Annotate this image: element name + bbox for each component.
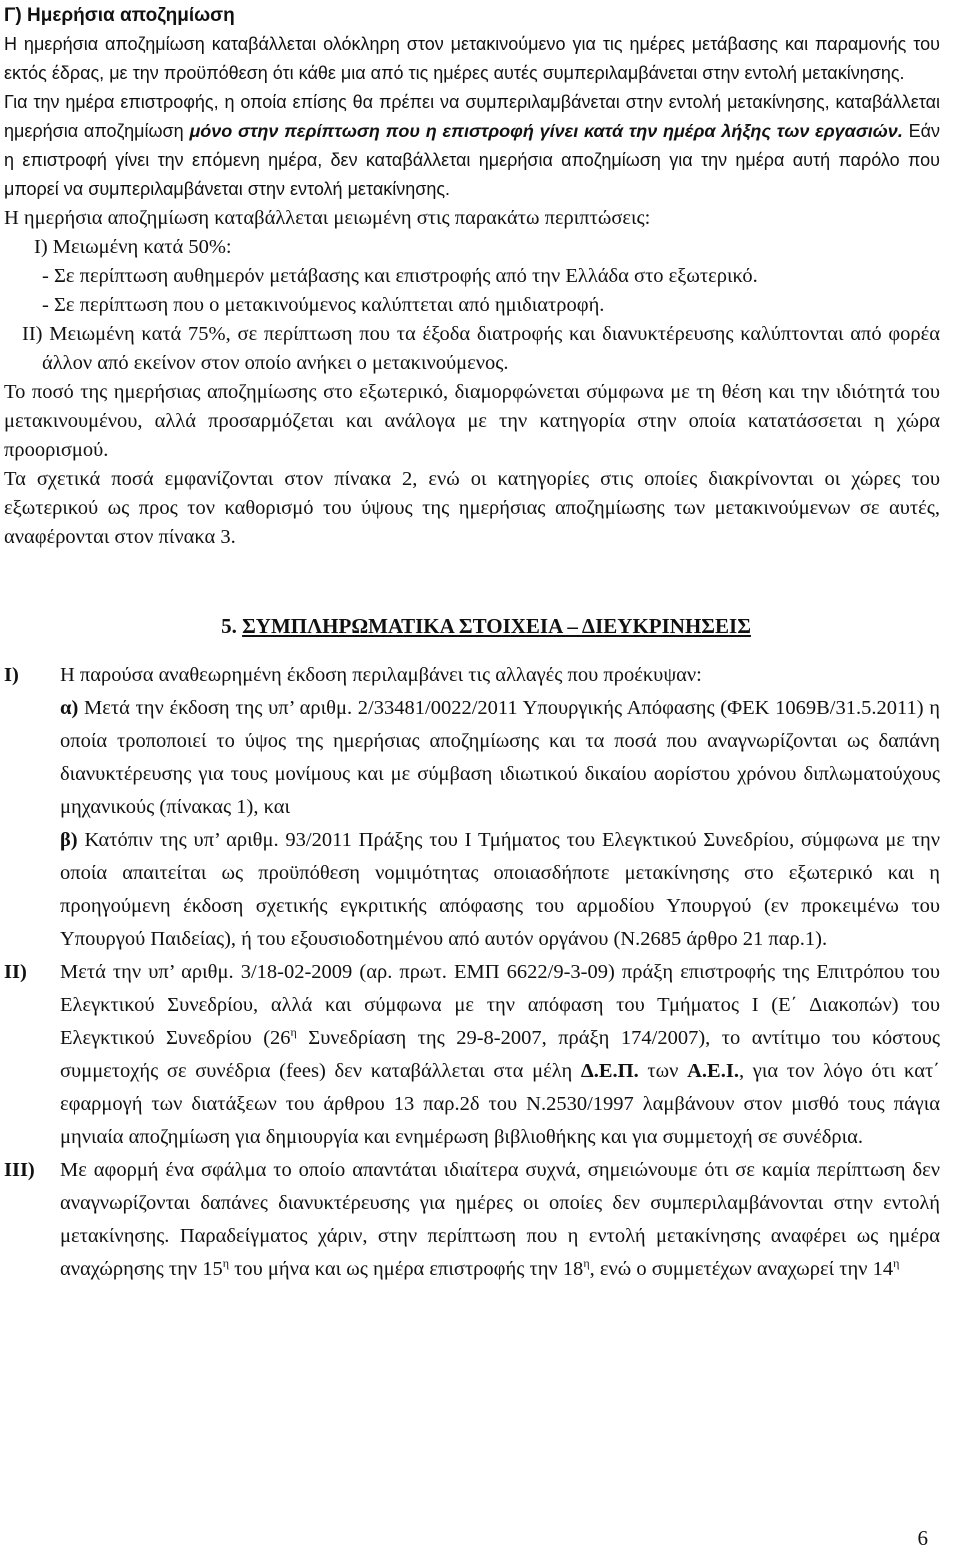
item-number: Ι) — [4, 664, 19, 686]
paragraph-amount: Το ποσό της ημερήσιας αποζημίωσης στο εξωτερικό, διαμορφώνεται σύμφωνα με τη θέση και την ιδιότητά του μετακινουμένου, αλλά προσαρμόζεται και ανάλογα με την κατηγορία στην οποία κατατάσσεται η χώρα προορισμού. — [4, 381, 940, 461]
item-bold-aei: Α.Ε.Ι. — [687, 1060, 739, 1082]
item-intro: Η παρούσα αναθεωρημένη έκδοση περιλαμβάνει τις αλλαγές που προέκυψαν: — [60, 664, 702, 686]
item-text — [60, 956, 940, 1154]
item-text — [60, 1154, 940, 1286]
item-point-b — [60, 824, 940, 956]
ordinal-superscript: η — [222, 1256, 229, 1271]
point-a-text: Μετά την έκδοση της υπ’ αριθμ. 2/33481/0022/2011 Υπουργικής Απόφασης (ΦΕΚ 1069Β/31.5.2011) η οποία τροποποιεί το ύψος της ημερήσιας αποζημίωσης και τα ποσά που αναγνωρίζονται ως δαπάνη διανυκτέρευσης για τους μονίμους και με σύμβαση ιδιωτικού δικαίου αορίστου χρόνου διπλωματούχους μηχανικούς (πίνακας 1), και — [60, 697, 940, 818]
reduced-50-case-b: - Σε περίπτωση που ο μετακινούμενος καλύπτεται από ημιδιατροφή. — [42, 294, 605, 316]
point-b-label: β) — [60, 829, 78, 851]
ordinal-superscript: η — [893, 1256, 900, 1271]
item-text-part: , ενώ ο συμμετέχων αναχωρεί την 14 — [589, 1258, 894, 1280]
item-text-part: Συνεδρίαση της 29-8-2007, πράξη 174/2007), το αντίτιμο του κόστους συμμετοχής σε συνέδρια (fees) δεν καταβάλλεται στα μέλη — [60, 1027, 940, 1082]
item-text-part: Μετά την υπ’ αριθμ. 3/18-02-2009 (αρ. πρωτ. ΕΜΠ 6622/9-3-09) πράξη επιστροφής της Επιτρόπου του Ελεγκτικού Συνεδρίου, αλλά και σύμφωνα με την απόφαση του Τμήματος Ι (Ε΄ Διακοπών) του Ελεγκτικού Συνεδρίου (26 — [60, 961, 940, 1049]
list-item — [4, 1154, 940, 1286]
reduced-50-label: Ι) Μειωμένη κατά 50%: — [34, 236, 232, 258]
paragraph-full-allowance: Η ημερήσια αποζημίωση καταβάλλεται ολόκληρη στον μετακινούμενο για τις ημέρες μετάβασης και παραμονής του εκτός έδρας, με την προϋπόθεση ότι κάθε μια από τις ημέρες αυτές συμπεριλαμβάνεται στην εντολή μετακίνησης. — [4, 34, 940, 83]
list-item — [4, 956, 940, 1154]
section-5-number: 5. — [221, 614, 237, 638]
paragraph-tables: Τα σχετικά ποσά εμφανίζονται στον πίνακα 2, ενώ οι κατηγορίες στις οποίες διακρίνονται οι χώρες του εξωτερικού ως προς τον καθορισμό του ύψους της ημερήσιας αποζημίωσης των μετακινούμενων σε αυτές, αναφέρονται στον πίνακα 3. — [4, 468, 940, 548]
item-text-part: των — [638, 1060, 688, 1082]
point-b-text: Κατόπιν της υπ’ αριθμ. 93/2011 Πράξης του Ι Τμήματος του Ελεγκτικού Συνεδρίου, σύμφωνα με την οποία απαιτείται ως προϋπόθεση νομιμότητας οποιασδήποτε μετακίνησης στο εξωτερικό και η προηγούμενη έκδοση σχετικής εγκριτικής απόφασης του αρμοδίου Υπουργού (εν προκειμένω του Υπουργού Παιδείας), ή του εξουσιοδοτημένου από αυτόν οργάνου (Ν.2685 άρθρο 21 παρ.1). — [60, 829, 940, 950]
item-text-part: του μήνα και ως ημέρα επιστροφής την 18 — [229, 1258, 584, 1280]
item-text-part: , για τον λόγο ότι κατ΄ εφαρμογή των διατάξεων του άρθρου 13 παρ.2δ του Ν.2530/1997 λαμβάνουν στον μισθό τους πάγια μηνιαία αποζημίωση για δημιουργία και ενημέρωση βιβλιοθήκης και για συμμετοχή σε συνέδρια. — [60, 1060, 941, 1148]
reduced-intro: Η ημερήσια αποζημίωση καταβάλλεται μειωμένη στις παρακάτω περιπτώσεις: — [4, 207, 651, 229]
paragraph-return-day — [4, 88, 940, 204]
item-body — [60, 956, 940, 1154]
item-number: ΙΙ) — [4, 961, 27, 983]
page-number: 6 — [917, 1526, 928, 1550]
item-bold-dep: Δ.Ε.Π. — [580, 1060, 639, 1082]
reduced-50-case-a: - Σε περίπτωση αυθημερόν μετάβασης και επιστροφής από την Ελλάδα στο εξωτερικό. — [42, 265, 758, 287]
item-point-a — [60, 692, 940, 824]
item-body — [60, 659, 940, 956]
ordinal-superscript: η — [583, 1256, 590, 1271]
item-number: ΙΙΙ) — [4, 1159, 35, 1181]
return-day-text-end: Εάν η επιστροφή γίνει την επόμενη ημέρα, δεν καταβάλλεται ημερήσια αποζημίωση για την ημέρα αυτή παρόλο που μπορεί να συμπεριλαμβάνεται στην εντολή μετακίνησης. — [4, 121, 940, 199]
section-5-title-text: ΣΥΜΠΛΗΡΩΜΑΤΙΚΑ ΣΤΟΙΧΕΙΑ – ΔΙΕΥΚΡΙΝΗΣΕΙΣ — [242, 614, 751, 638]
section-c-heading: Γ) Ημερήσια αποζημίωση — [4, 5, 235, 26]
list-item — [4, 659, 940, 956]
item-text-part: Με αφορμή ένα σφάλμα το οποίο απαντάται ιδιαίτερα συχνά, σημειώνουμε ότι σε καμία περίπτωση δεν αναγνωρίζονται δαπάνες διανυκτέρευσης για ημέρες οι οποίες δεν συμπεριλαμβάνονται στην εντολή μετακίνησης. Παραδείγματος χάριν, στην περίπτωση που η εντολή μετακίνησης αναφέρει ως ημέρα αναχώρησης την 15 — [60, 1159, 940, 1280]
item-body — [60, 1154, 940, 1286]
ordinal-superscript: η — [290, 1025, 297, 1040]
reduced-75: ΙΙ) Μειωμένη κατά 75%, σε περίπτωση που τα έξοδα διατροφής και διανυκτέρευσης καλύπτονται από φορέα άλλον από εκείνον στον οποίο ανήκει ο μετακινούμενος. — [22, 323, 940, 374]
return-day-text-start: Για την ημέρα επιστροφής, η οποία επίσης θα πρέπει να συμπεριλαμβάνεται στην εντολή μετακίνησης, καταβάλλεται ημερήσια αποζημίωση — [4, 92, 940, 141]
document-page — [4, 0, 940, 1286]
point-a-label: α) — [60, 697, 79, 719]
return-day-emphasis: μόνο στην περίπτωση που η επιστροφή γίνει κατά την ημέρα λήξης των εργασιών. — [189, 121, 903, 141]
section-5-title — [4, 614, 940, 639]
